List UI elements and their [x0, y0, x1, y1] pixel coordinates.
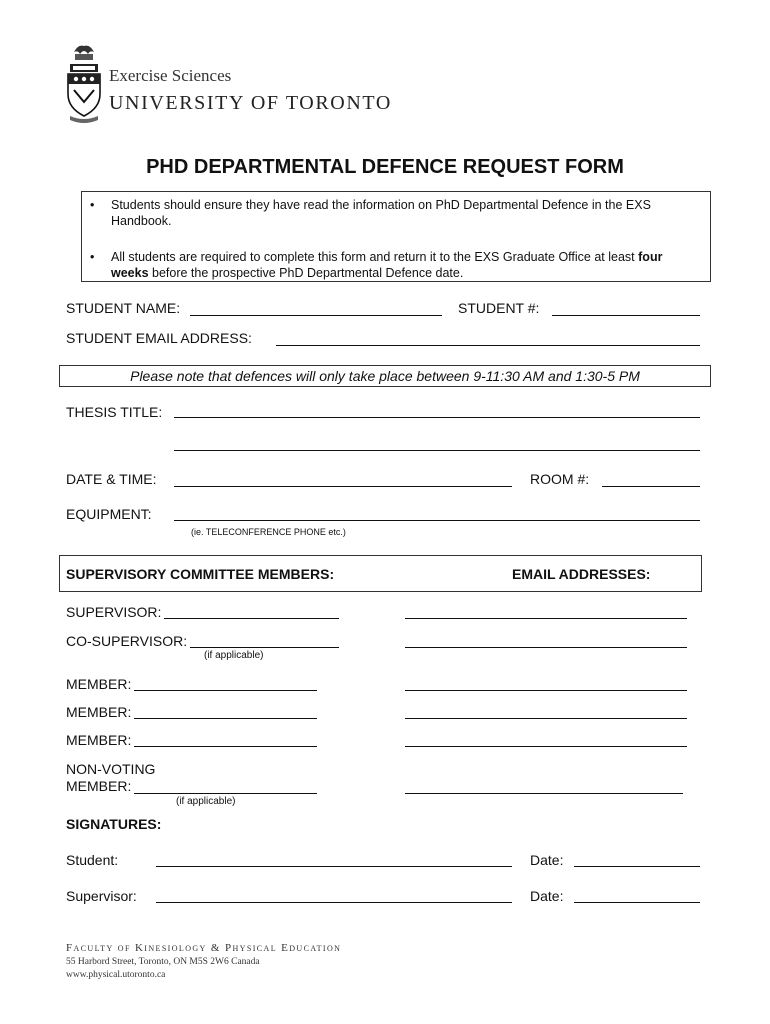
form-title: PHD DEPARTMENTAL DEFENCE REQUEST FORM	[146, 156, 624, 178]
student-signature-label: Student:	[66, 852, 119, 868]
member-2-email-field[interactable]	[405, 718, 687, 719]
supervisor-email-field[interactable]	[405, 618, 687, 619]
notice-bullet-text: Students should ensure they have read the information on PhD Departmental Defence in the EXS Handbook.	[111, 198, 651, 228]
equipment-hint: (ie. TELECONFERENCE PHONE etc.)	[191, 527, 346, 537]
footer-website[interactable]: www.physical.utoronto.ca	[66, 970, 166, 980]
supervisor-signature-field[interactable]	[156, 902, 512, 903]
signatures-heading: SIGNATURES:	[66, 816, 162, 832]
student-name-label: STUDENT NAME:	[66, 300, 181, 316]
non-voting-label-line-1: NON-VOTING	[66, 761, 156, 777]
member-label-3: MEMBER:	[66, 732, 132, 748]
university-name: UNIVERSITY OF TORONTO	[109, 92, 392, 114]
student-number-field[interactable]	[552, 315, 700, 316]
non-voting-label-line-2: MEMBER:	[66, 778, 132, 794]
supervisor-date-label: Date:	[530, 888, 564, 904]
department-name: Exercise Sciences	[109, 66, 232, 85]
notice-box	[81, 191, 711, 282]
non-voting-member-email-field[interactable]	[405, 793, 683, 794]
defence-time-note: Please note that defences will only take place between 9-11:30 AM and 1:30-5 PM	[130, 368, 640, 384]
date-time-label: DATE & TIME:	[66, 471, 157, 487]
member-3-email-field[interactable]	[405, 746, 687, 747]
committee-heading: SUPERVISORY COMMITTEE MEMBERS:	[66, 566, 335, 582]
defence-time-note-box	[59, 365, 711, 387]
co-supervisor-label: CO-SUPERVISOR:	[66, 633, 188, 649]
co-supervisor-applicable-note: (if applicable)	[204, 650, 264, 661]
emphasis-text: four weeks	[111, 250, 663, 280]
co-supervisor-name-field[interactable]	[190, 647, 339, 648]
room-field[interactable]	[602, 486, 700, 487]
thesis-title-label: THESIS TITLE:	[66, 404, 163, 420]
student-number-label: STUDENT #:	[458, 300, 540, 316]
student-date-label: Date:	[530, 852, 564, 868]
bullet-dot-icon: •	[90, 250, 95, 264]
member-1-name-field[interactable]	[134, 690, 317, 691]
footer-faculty: Faculty of Kinesiology & Physical Education	[66, 942, 342, 954]
supervisor-label: SUPERVISOR:	[66, 604, 162, 620]
date-time-field[interactable]	[174, 486, 512, 487]
room-label: ROOM #:	[530, 471, 590, 487]
email-addresses-heading: EMAIL ADDRESSES:	[512, 566, 651, 582]
student-date-field[interactable]	[574, 866, 700, 867]
student-email-field[interactable]	[276, 345, 700, 346]
supervisor-name-field[interactable]	[164, 618, 339, 619]
supervisor-date-field[interactable]	[574, 902, 700, 903]
committee-header-box	[59, 555, 702, 592]
equipment-label: EQUIPMENT:	[66, 506, 152, 522]
thesis-title-field-line-2[interactable]	[174, 450, 700, 451]
member-label-2: MEMBER:	[66, 704, 132, 720]
equipment-field[interactable]	[174, 520, 700, 521]
member-1-email-field[interactable]	[405, 690, 687, 691]
notice-bullet-text: All students are required to complete this form and return it to the EXS Graduate Office at least four weeks before the prospective PhD Departmental Defence date.	[111, 250, 663, 280]
member-label-1: MEMBER:	[66, 676, 132, 692]
student-signature-field[interactable]	[156, 866, 512, 867]
footer-address: 55 Harbord Street, Toronto, ON M5S 2W6 Canada	[66, 957, 260, 967]
non-voting-member-name-field[interactable]	[134, 793, 317, 794]
member-2-name-field[interactable]	[134, 718, 317, 719]
student-name-field[interactable]	[190, 315, 442, 316]
non-voting-applicable-note: (if applicable)	[176, 796, 236, 807]
co-supervisor-email-field[interactable]	[405, 647, 687, 648]
thesis-title-field-line-1[interactable]	[174, 417, 700, 418]
university-crest-logo	[64, 42, 104, 124]
member-3-name-field[interactable]	[134, 746, 317, 747]
supervisor-signature-label: Supervisor:	[66, 888, 137, 904]
student-email-label: STUDENT EMAIL ADDRESS:	[66, 330, 252, 346]
bullet-dot-icon: •	[90, 198, 95, 212]
